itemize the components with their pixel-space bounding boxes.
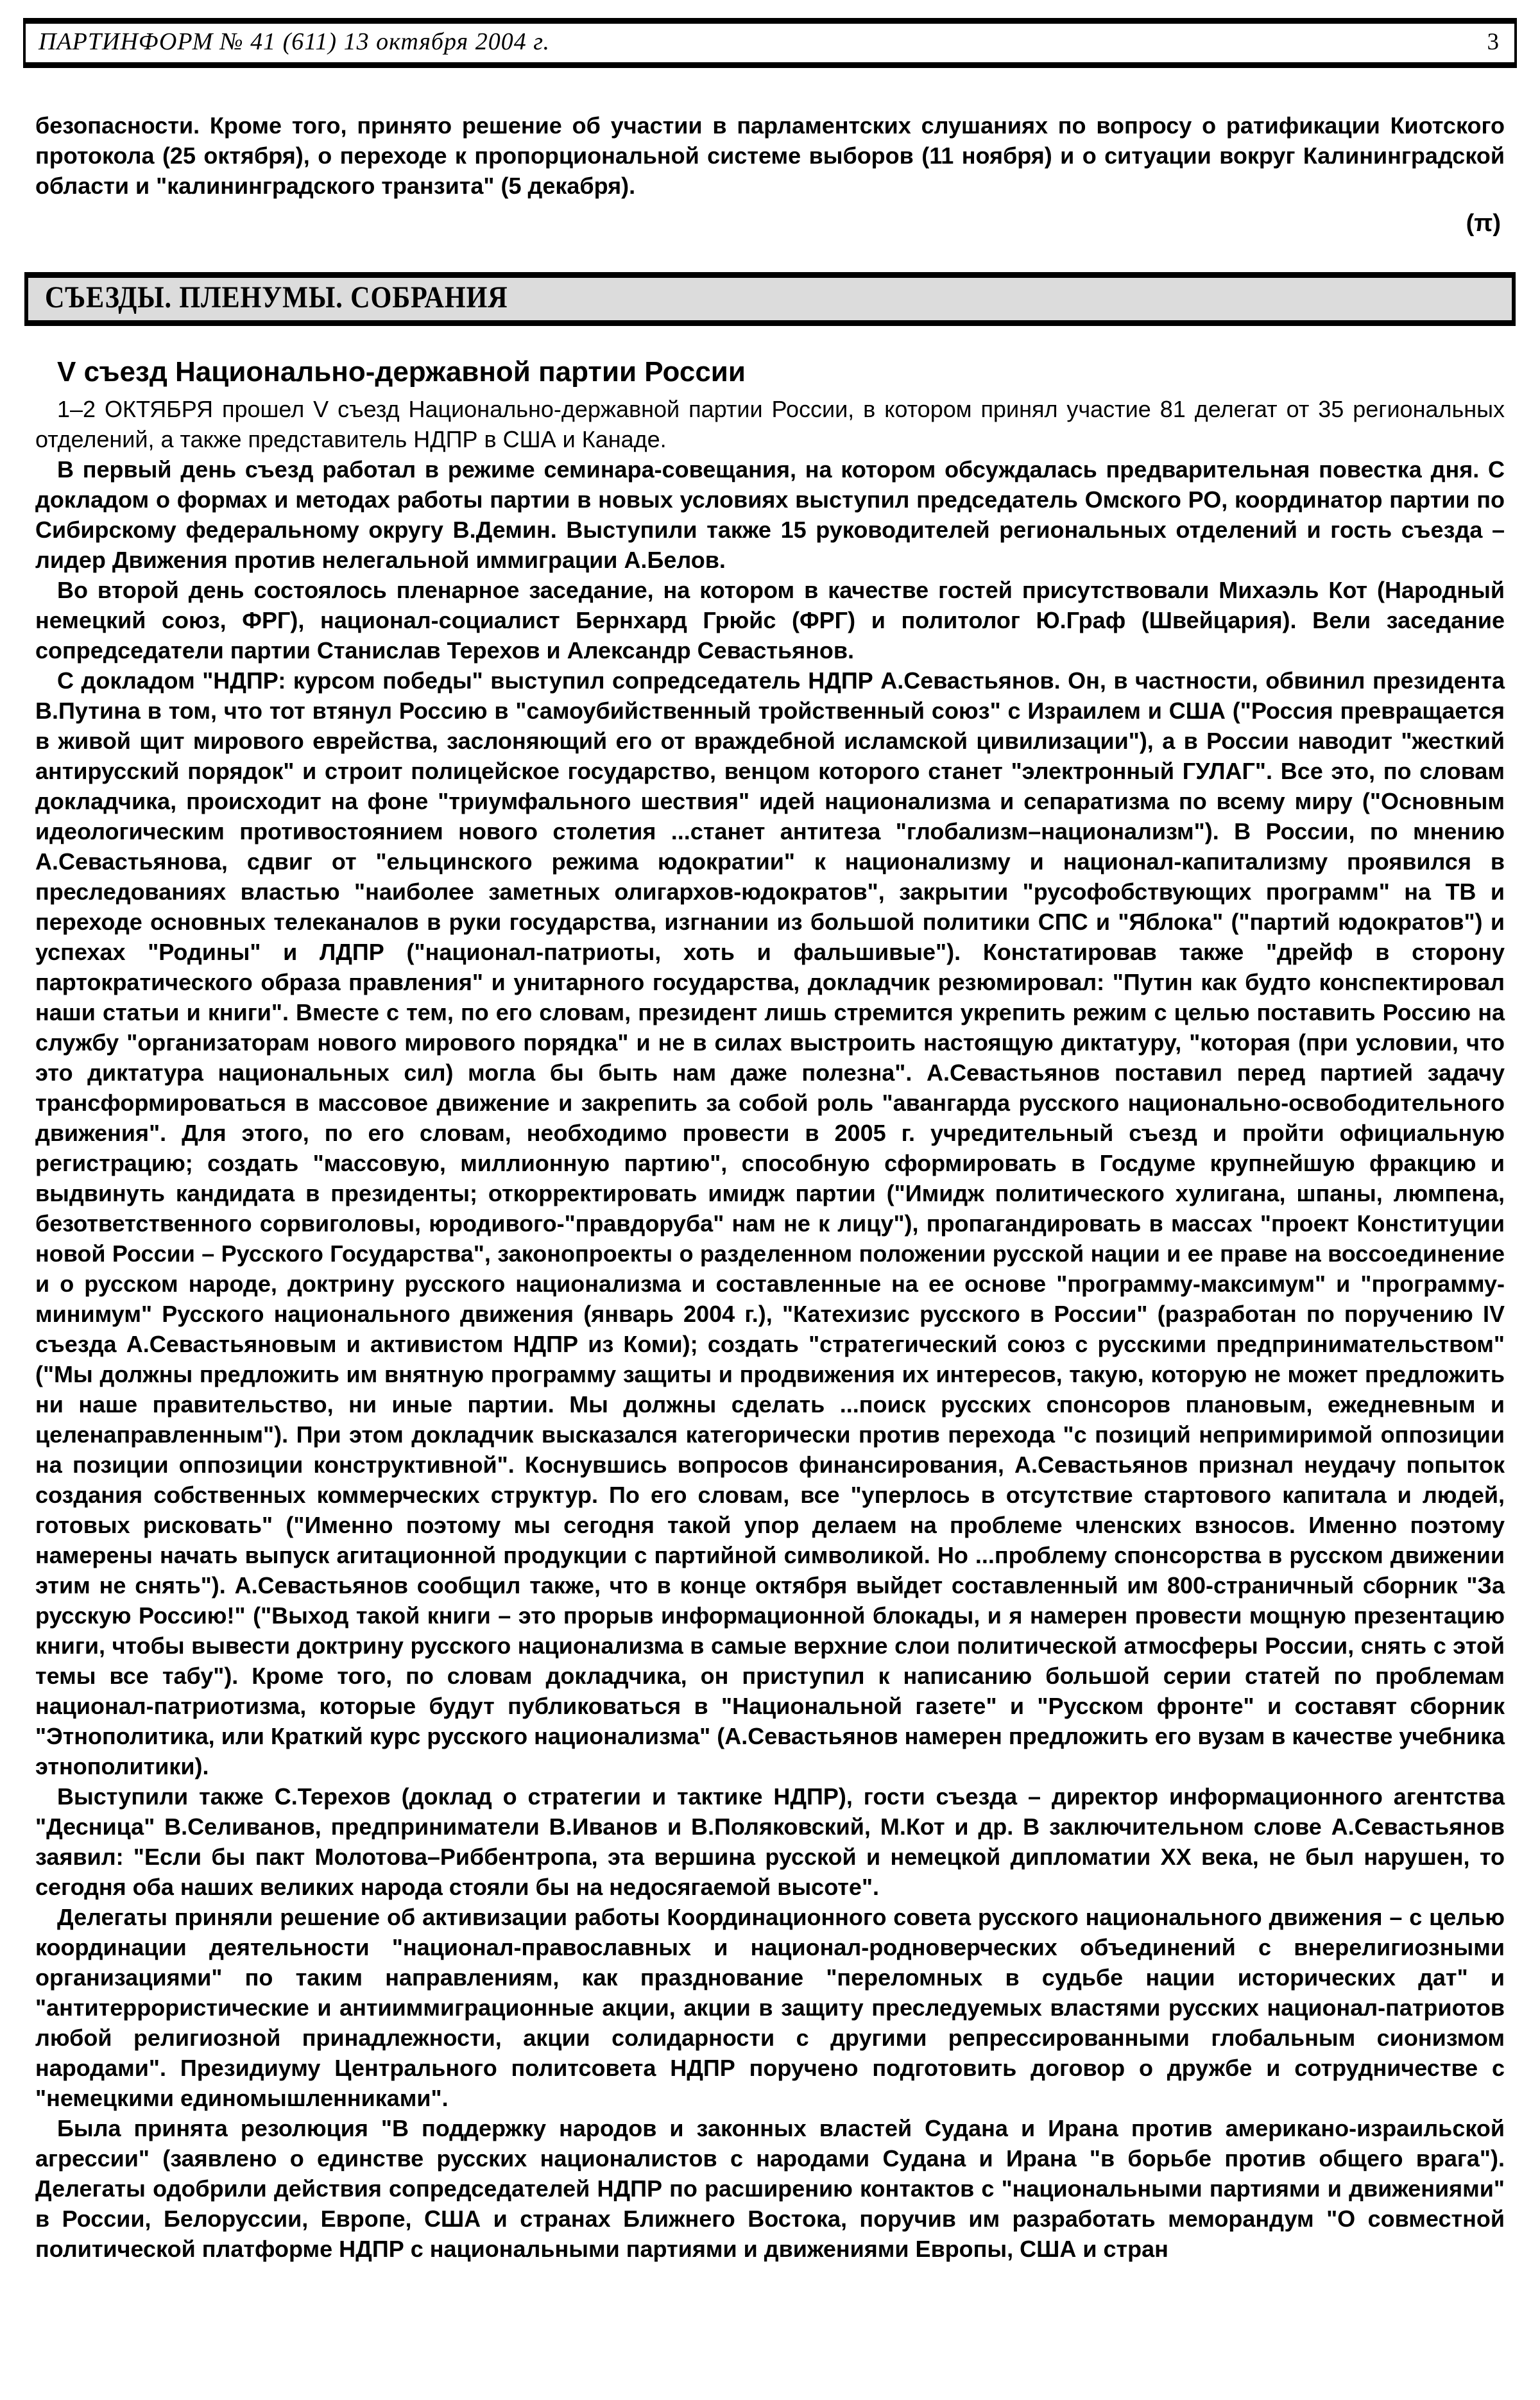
article-paragraph-day-one: В первый день съезд работал в режиме семинара-совещания, на котором обсуждалась предварительная повестка дня. С докладом о формах и методах работы партии в новых условиях выступил председатель Омского РО, координатор партии по Сибирскому федеральному округу В.Демин. Выступили также 15 руководителей региональных отделений и гость съезда – лидер Движения против нелегальной иммиграции А.Белов. — [35, 456, 1505, 573]
article-paragraph-report: С докладом "НДПР: курсом победы" выступил сопредседатель НДПР А.Севастьянов. Он, в частности, обвинил президента В.Путина в том, что тот втянул Россию в "самоубийственный тройственный союз" с Израилем и США ("Россия превращается в живой щит мирового еврейства, заслоняющий его от враждебной исламской цивилизации"), а в России наводит "жесткий антирусский порядок" и строит полицейское государство, венцом которого станет "электронный ГУЛАГ". Все это, по словам докладчика, происходит на фоне "триумфального шествия" идей национализма и сепаратизма по всему миру ("Основным идеологическим противостоянием нового столетия ...станет антитеза "глобализм–национализм"). В России, по мнению А.Севастьянова, сдвиг от "ельцинского режима юдократии" к национализму и национал-капитализму проявился в преследованиях властью "наиболее заметных олигархов-юдократов", закрытии "русофобствующих программ" на ТВ и переходе основных телеканалов в руки государства, изгнании из большой политики СПС и "Яблока" ("партий юдократов") и успехах "Родины" и ЛДПР ("национал-патриоты, хоть и фальшивые"). Констатировав также "дрейф в сторону партократического образа правления" и унитарного государства, докладчик резюмировал: "Путин как будто конспектировал наши статьи и книги". Вместе с тем, по его словам, президент лишь стремится укрепить режим с целью поставить Россию на службу "организаторам нового мирового порядка" и не в силах выстроить настоящую диктатуру, "которая (при условии, что это диктатура национальных сил) могла бы быть нам даже полезна". А.Севастьянов поставил перед партией задачу трансформироваться в массовое движение и закрепить за собой роль "авангарда русского национально-освободительного движения". Для этого, по его словам, необходимо провести в 2005 г. учредительный съезд и пройти официальную регистрацию; создать "массовую, миллионную партию", способную сформировать в Госдуме крупнейшую фракцию и выдвинуть кандидата в президенты; откорректировать имидж партии ("Имидж политического хулигана, шпаны, люмпена, безответственного сорвиголовы, юродивого-"правдоруба" нам не к лицу"), пропагандировать в массах "проект Конституции новой России – Русского Государства", законопроекты о разделенном положении русской нации и ее праве на воссоединение и о русском народе, доктрину русского национализма и составленные на ее основе "программу-максимум" и "программу-минимум" Русского национального движения (январь 2004 г.), "Катехизис русского в России" (разработан по поручению IV съезда А.Севастьяновым и активистом НДПР из Коми); создать "стратегический союз с русскими предпринимательством" ("Мы должны предложить им внятную программу защиты и продвижения их интересов, такую, которую не может предложить ни наше правительство, ни иные партии. Мы должны сделать ...поиск русских спонсоров плановым, ежедневным и целенаправленным"). При этом докладчик высказался категорически против перехода "с позиций непримиримой оппозиции на позиции оппозиции конструктивной". Коснувшись вопросов финансирования, А.Севастьянов признал неудачу попыток создания собственных коммерческих структур. По его словам, все "уперлось в отсутствие стартового капитала и людей, готовых рисковать" ("Именно поэтому мы сегодня такой упор делаем на проблеме членских взносов. Именно поэтому намерены начать выпуск агитационной продукции с партийной символикой. Но ...проблему спонсорства в русском движении этим не снять"). А.Севастьянов сообщил также, что в конце октября выйдет составленный им 800-страничный сборник "За русскую Россию!" ("Выход такой книги – это прорыв информационной блокады, и я намерен провести мощную презентацию книги, чтобы вывести доктрину русского национализма в самые верхние слои политической атмосферы России, снять с этой темы все табу"). Кроме того, по словам докладчика, он приступил к написанию большой серии статей по проблемам национал-патриотизма, которые будут публиковаться в "Национальной газете" и "Русском фронте" и составят сборник "Этнополитика, или Краткий курс русского национализма" (А.Севастьянов намерен предложить его вузам в качестве учебника этнополитики). — [35, 667, 1505, 1779]
section-banner — [24, 272, 1516, 326]
article-paragraph-dateline: 1–2 ОКТЯБРЯ прошел V съезд Национально-державной партии России, в котором принял участие 81 делегат от 35 региональных отделений, а также представитель НДПР в США и Канаде. — [35, 396, 1505, 452]
pi-signature: (π) — [1466, 210, 1501, 237]
article-title: V съезд Национально-державной партии России — [57, 356, 746, 388]
page-number: 3 — [1487, 29, 1499, 55]
page-content — [0, 110, 1540, 2264]
running-header — [23, 18, 1517, 68]
newsletter-page — [0, 18, 1540, 2400]
section-title: СЪЕЗДЫ. ПЛЕНУМЫ. СОБРАНИЯ — [45, 280, 508, 314]
article-paragraph-decisions: Делегаты приняли решение об активизации работы Координационного совета русского национального движения – с целью координации деятельности "национал-православных и национал-родноверческих объединений с внерелигиозными организациями" по таким направлениям, как празднование "переломных в судьбе нации исторических дат" и "антитеррористические и антииммиграционные акции, акции в защиту преследуемых властями русских национал-патриотов любой религиозной принадлежности, акции солидарности с другими репрессированными глобальным сионизмом народами". Президиуму Центрального политсовета НДПР поручено подготовить договор о дружбе и сотрудничестве с "немецкими единомышленниками". — [35, 1904, 1505, 2111]
article-paragraph-speakers: Выступили также С.Терехов (доклад о стратегии и тактике НДПР), гости съезда – директор информационного агентства "Десница" В.Селиванов, предприниматели В.Иванов и В.Поляковский, М.Кот и др. В заключительном слове А.Севастьянов заявил: "Если бы пакт Молотова–Риббентропа, эта вершина русской и немецкой дипломатии XX века, не был нарушен, то сегодня оба наших великих народа стояли бы на недосягаемой высоте". — [35, 1783, 1505, 1900]
newsletter-title: ПАРТИНФОРМ № 41 (611) 13 октября 2004 г. — [38, 28, 551, 55]
article-paragraph-day-two: Во второй день состоялось пленарное заседание, на котором в качестве гостей присутствовали Михаэль Кот (Народный немецкий союз, ФРГ), национал-социалист Бернхард Грюйс (ФРГ) и политолог Ю.Граф (Швейцария). Вели заседание сопредседатели партии Станислав Терехов и Александр Севастьянов. — [35, 577, 1505, 664]
carryover-paragraph: безопасности. Кроме того, принято решение об участии в парламентских слушаниях по вопросу о ратификации Киотского протокола (25 октября), о переходе к пропорциональной системе выборов (11 ноября) и о ситуации вокруг Калининградской области и "калининградского транзита" (5 декабря). — [35, 112, 1505, 199]
article-paragraph-resolution: Была принята резолюция "В поддержку народов и законных властей Судана и Ирана против американо-израильской агрессии" (заявлено о единстве русских националистов с народами Судана и Ирана "в борьбе против общего врага"). Делегаты одобрили действия сопредседателей НДПР по расширению контактов с "национальными партиями и движениями" в России, Белоруссии, Европе, США и странах Ближнего Востока, поручив им разработать меморандум "О совместной политической платформе НДПР с национальными партиями и движениями Европы, США и стран — [35, 2115, 1505, 2262]
